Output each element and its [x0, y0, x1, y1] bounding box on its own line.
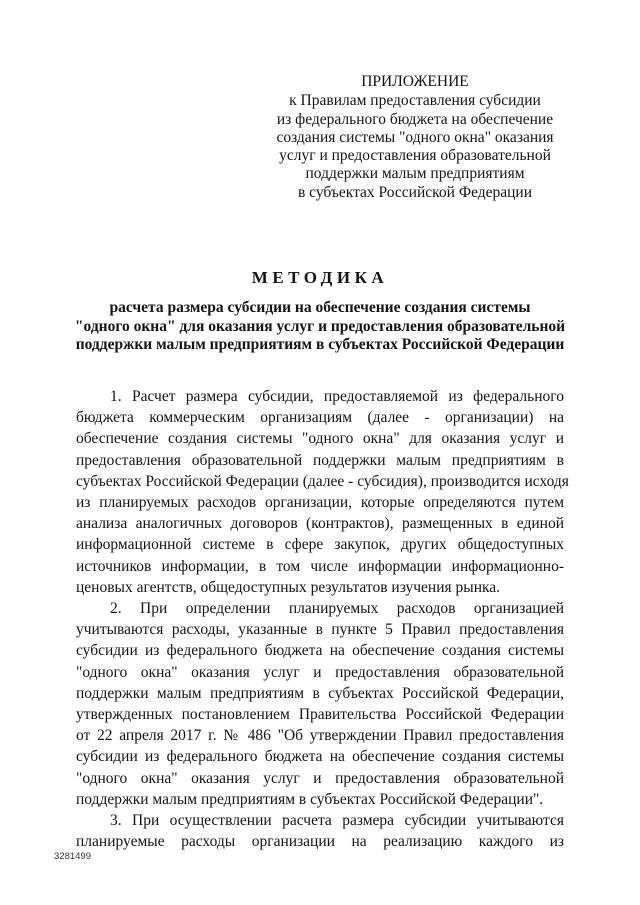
- appendix-line: из федерального бюджета на обеспечение: [276, 110, 554, 128]
- method-subtitle: [60, 299, 580, 355]
- paragraph-line: ценовых агентств, общедоступных результатов изучения рынка.: [76, 578, 501, 596]
- paragraph-line: планируемые расходы организации на реализацию каждого из: [76, 833, 564, 851]
- paragraph-line: субсидии из федерального бюджета на обеспечение создания системы: [76, 642, 564, 660]
- paragraph-line: 1. Расчет размера субсидии, предоставляемой из федерального: [110, 388, 564, 405]
- method-title: МЕТОДИКА: [251, 268, 389, 287]
- appendix-line: поддержки малым предприятиям: [305, 165, 525, 183]
- appendix-line: услуг и предоставления образовательной: [279, 147, 551, 165]
- paragraph-2: [76, 598, 564, 810]
- appendix-line: к Правилам предоставления субсидии: [289, 92, 541, 110]
- document-body: [76, 386, 569, 852]
- appendix-title: ПРИЛОЖЕНИЕ: [361, 73, 469, 90]
- paragraph-line: информационной системе в сфере закупок, других общедоступных: [76, 536, 564, 554]
- paragraph-line: утвержденных постановлением Правительства Российской Федерации: [76, 706, 564, 724]
- paragraph-line: 2. При определении планируемых расходов организацией: [110, 600, 564, 618]
- subtitle-line: поддержки малым предприятиям в субъектах Российской Федерации: [75, 336, 565, 353]
- paragraph-line: субъектах Российской Федерации (далее - субсидия), производится исходя: [76, 472, 569, 490]
- paragraph-line: обеспечение создания системы "одного окна" для оказания услуг и: [76, 430, 564, 448]
- subtitle-line: "одного окна" для оказания услуг и предоставления образовательной: [74, 317, 566, 335]
- document-id: 3281499: [54, 851, 91, 862]
- paragraph-line: 3. При осуществлении расчета размера субсидии учитываются: [110, 812, 564, 830]
- appendix-line: создания системы "одного окна" оказания: [276, 128, 554, 146]
- paragraph-3: [76, 810, 564, 852]
- paragraph-line: предоставления образовательной поддержки малым предприятиям в: [76, 451, 564, 469]
- paragraph-line: от 22 апреля 2017 г. № 486 "Об утверждении Правил предоставления: [76, 727, 564, 745]
- paragraph-line: анализа аналогичных договоров (контрактов), размещенных в единой: [76, 515, 564, 533]
- appendix-header: [270, 73, 560, 202]
- subtitle-line: расчета размера субсидии на обеспечение создания системы: [109, 299, 531, 316]
- paragraph-line: субсидии из федерального бюджета на обеспечение создания системы: [76, 748, 564, 766]
- paragraph-line: источников информации, в том числе информации информационно-: [76, 557, 564, 575]
- paragraph-line: из планируемых расходов организации, которые определяются путем: [76, 494, 564, 512]
- paragraph-line: поддержки малым предприятиям в субъектах Российской Федерации".: [76, 790, 544, 808]
- paragraph-line: "одного окна" оказания услуг и предоставления образовательной: [76, 769, 564, 787]
- paragraph-line: бюджета коммерческим организациям (далее - организации) на: [76, 409, 564, 427]
- paragraph-line: учитываются расходы, указанные в пункте 5 Правил предоставления: [76, 621, 564, 639]
- paragraph-line: поддержки малым предприятиям в субъектах Российской Федерации,: [76, 684, 564, 702]
- paragraph-1: [76, 386, 569, 598]
- paragraph-line: "одного окна" оказания услуг и предоставления образовательной: [76, 663, 564, 681]
- appendix-line: в субъектах Российской Федерации: [297, 183, 533, 201]
